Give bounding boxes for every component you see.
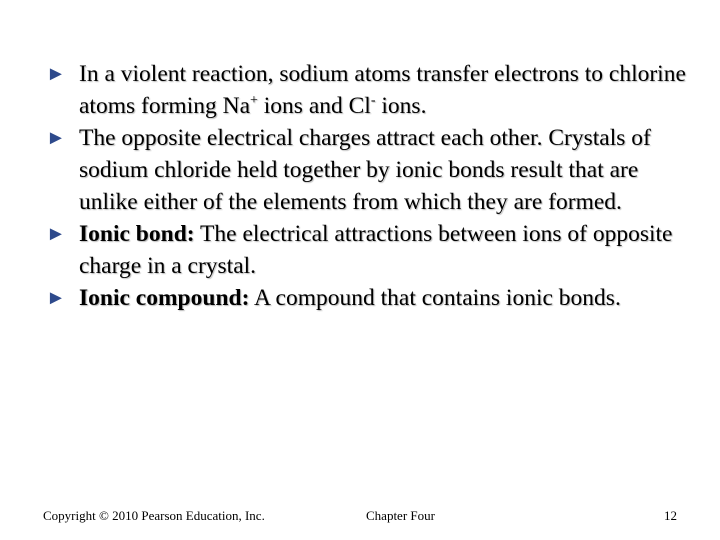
footer-chapter: Chapter Four — [366, 508, 435, 523]
triangle-bullet-icon: ► — [46, 63, 66, 85]
bullet-charges — [46, 122, 686, 218]
bullet-text: ions. — [375, 93, 427, 119]
bullet-text: In a violent reaction, sodium atoms transfer electrons to chlorine atoms forming Na — [79, 61, 686, 119]
footer-page-number: 12 — [664, 508, 677, 523]
charge-superscript: - — [370, 93, 376, 108]
triangle-bullet-icon: ► — [46, 127, 66, 149]
footer-copyright: Copyright © 2010 Pearson Education, Inc. — [43, 508, 265, 523]
definition-ionic-bond: The electrical attractions between ions of opposite charge in a crystal. — [79, 221, 673, 279]
bullet-list — [46, 58, 686, 314]
triangle-bullet-icon: ► — [46, 287, 66, 309]
term-ionic-compound: Ionic compound: — [79, 285, 250, 311]
term-ionic-bond: Ionic bond: — [79, 221, 195, 247]
bullet-ionic-bond — [46, 218, 686, 282]
definition-ionic-compound: A compound that contains ionic bonds. — [249, 285, 621, 311]
triangle-bullet-icon: ► — [46, 223, 66, 245]
bullet-ionic-compound — [46, 282, 686, 314]
charge-superscript: + — [250, 93, 258, 108]
bullet-text: The opposite electrical charges attract each other. Crystals of sodium chloride held together by ionic bonds result that are unlike either of the elements from which they are formed. — [79, 125, 651, 215]
bullet-text: ions and Cl — [257, 93, 371, 119]
bullet-reaction — [46, 58, 686, 122]
